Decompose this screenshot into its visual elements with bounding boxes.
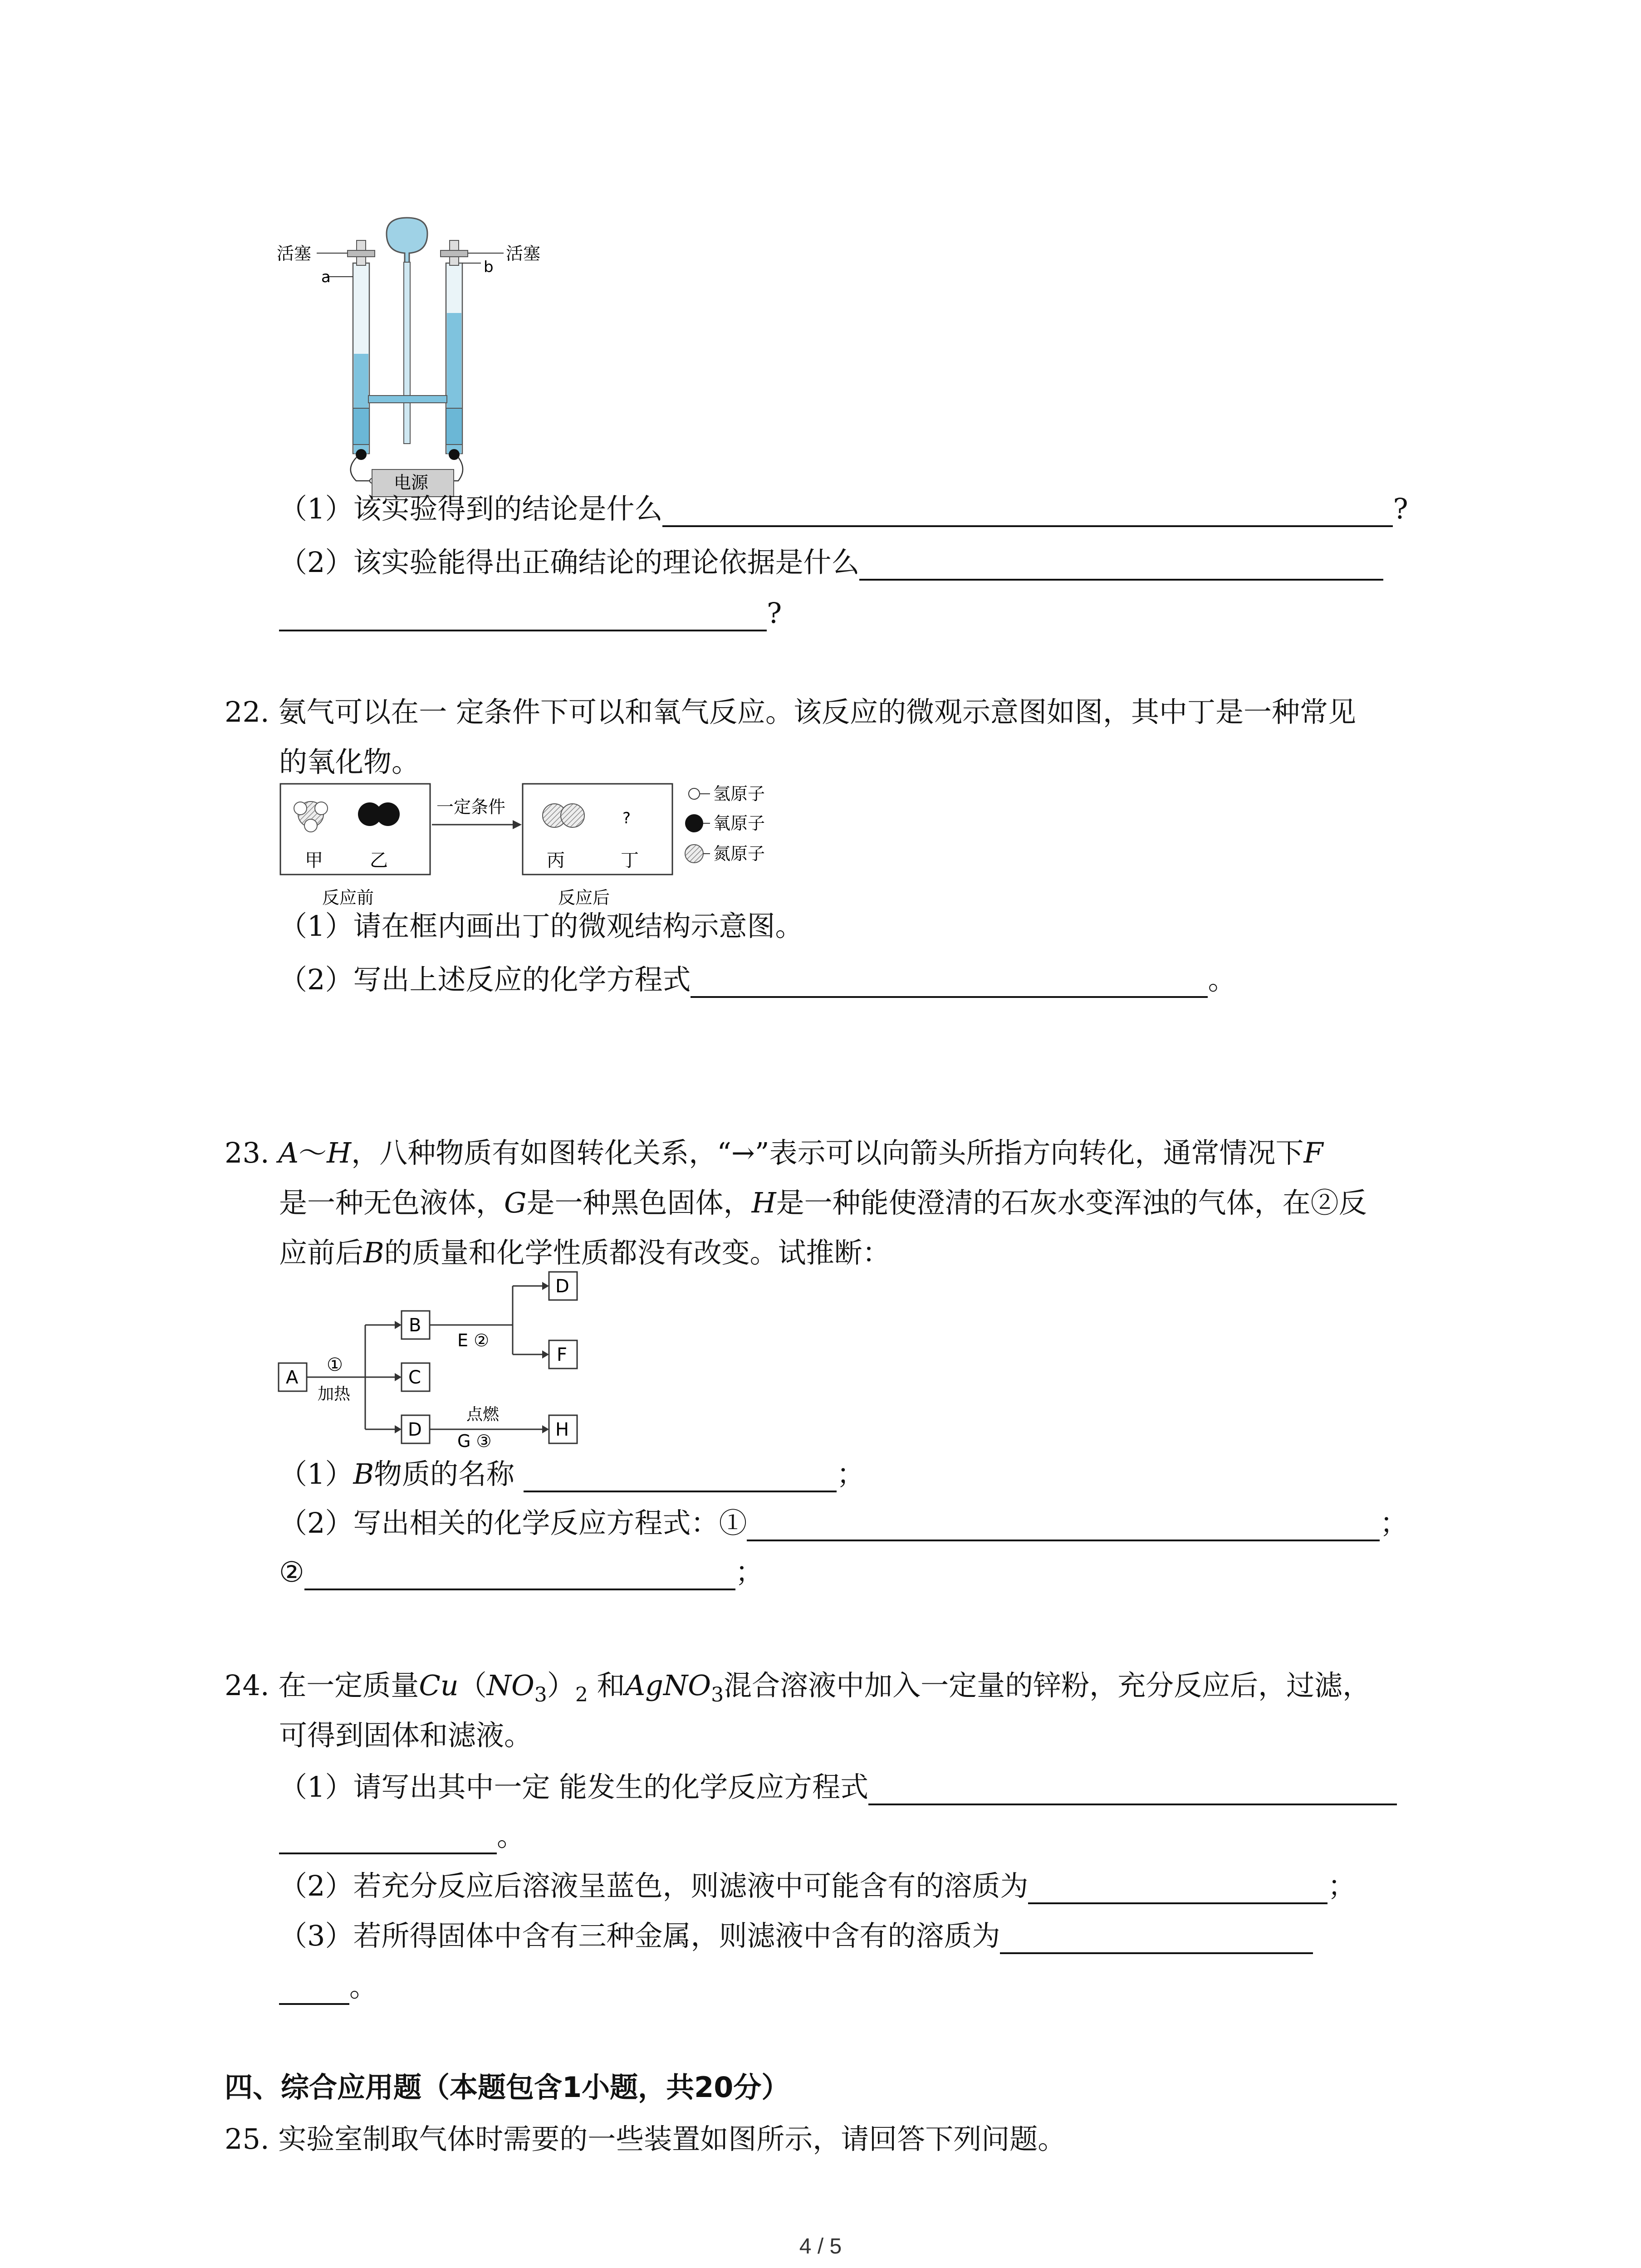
section-4-title: 四、综合应用题（本题包含1小题，共20分）: [225, 2071, 790, 2104]
label-after: 反应后: [558, 888, 610, 908]
q22-part2: （2）写出上述反应的化学方程式 。: [279, 962, 1236, 998]
q22-part1: （1）请在框内画出丁的微观结构示意图。: [279, 909, 803, 943]
q24-part3: （3）若所得固体中含有三种金属，则滤液中含有的溶质为: [279, 1918, 1313, 1954]
q21-part1: （1）该实验得到的结论是什么 ?: [279, 491, 1408, 527]
valve-left-label: 活塞: [277, 244, 312, 264]
q23-part2-cont: ② ；: [279, 1554, 764, 1590]
q21-part2: （2）该实验能得出正确结论的理论依据是什么: [279, 544, 1383, 581]
q23-part2: （2）写出相关的化学反应方程式：① ；: [279, 1505, 1408, 1541]
arrow-label-heat: 加热: [318, 1385, 351, 1403]
node-D-lower: D: [408, 1419, 422, 1440]
legend-nitrogen: 氮原子: [713, 844, 765, 864]
tube-a-label: a: [321, 268, 331, 286]
legend-hydrogen: 氢原子: [713, 784, 765, 804]
q23-part1: （1）B物质的名称 ；: [279, 1456, 865, 1492]
node-A: A: [286, 1367, 299, 1388]
arrow-label-g3: G ③: [457, 1431, 492, 1451]
node-D-upper: D: [555, 1276, 569, 1297]
label-question: ?: [622, 809, 631, 827]
q22-stem-line2: 的氧化物。: [279, 745, 420, 778]
node-F: F: [557, 1344, 568, 1365]
q21-part2-answer-blank-2[interactable]: [279, 602, 767, 631]
q22-reaction-diagram: [272, 776, 839, 912]
node-C: C: [408, 1367, 421, 1388]
electrolysis-apparatus-figure: [268, 209, 563, 499]
q24-stem-line2: 可得到固体和滤液。: [279, 1719, 533, 1752]
q23-part2-answer-blank-1[interactable]: [747, 1512, 1380, 1541]
q24-part1-answer-blank-2[interactable]: [279, 1825, 497, 1854]
q23-stem-line1: 23. A～H，八种物质有如图转化关系，“→”表示可以向箭头所指方向转化，通常情况下F: [225, 1136, 1323, 1169]
node-B: B: [409, 1315, 421, 1336]
arrow-label-e2: E ②: [457, 1330, 490, 1350]
q21-part2-answer-blank-1[interactable]: [859, 552, 1383, 581]
valve-right-label: 活塞: [506, 244, 541, 264]
q24-part2: （2）若充分反应后溶液呈蓝色，则滤液中可能含有的溶质为 ；: [279, 1868, 1356, 1904]
q24-part1-answer-blank-1[interactable]: [868, 1776, 1397, 1805]
q23-part2-answer-blank-2[interactable]: [304, 1561, 735, 1590]
q23-part1-answer-blank[interactable]: [524, 1463, 837, 1492]
q24-part2-answer-blank[interactable]: [1028, 1875, 1327, 1904]
q24-part3-answer-blank-1[interactable]: [1000, 1925, 1313, 1954]
page-number: 4 / 5: [799, 2234, 842, 2258]
label-before: 反应前: [322, 888, 374, 908]
q23-stem-line3: 应前后B的质量和化学性质都没有改变。试推断：: [279, 1236, 891, 1269]
q24-stem-line1: 24. 在一定质量$Cu(NO_3)_2$ 和AgNO$_3$混合溶液中加入一定量的锌粉，充分反应后，过滤，: [225, 1669, 1371, 1706]
q24-part1: （1）请写出其中一定 能发生的化学反应方程式: [279, 1769, 1397, 1805]
q23-conversion-diagram: [272, 1266, 599, 1456]
power-label: 电源: [394, 473, 429, 493]
q21-part2-cont: ?: [279, 595, 782, 631]
q25-stem: 25. 实验室制取气体时需要的一些装置如图所示，请回答下列问题。: [225, 2122, 1066, 2156]
q24-part3-cont: 。: [279, 1969, 377, 2005]
q24-part1-cont: 。: [279, 1818, 525, 1854]
arrow-label-ignite: 点燃: [466, 1405, 500, 1424]
label-condition: 一定条件: [436, 797, 506, 817]
tube-b-label: b: [484, 258, 494, 276]
q24-part3-answer-blank-2[interactable]: [279, 1976, 349, 2005]
q22-stem-line1: 22. 氨气可以在一 定条件下可以和氧气反应。该反应的微观示意图如图，其中丁是一种常见: [225, 695, 1357, 728]
q22-part2-answer-blank[interactable]: [691, 969, 1208, 998]
q21-part1-answer-blank[interactable]: [662, 498, 1393, 527]
node-H: H: [555, 1419, 569, 1440]
q23-stem-line2: 是一种无色液体，G是一种黑色固体，H是一种能使澄清的石灰水变浑浊的气体，在②反: [279, 1186, 1367, 1219]
label-bing: 丙: [547, 850, 565, 871]
label-jia: 甲: [305, 850, 323, 871]
legend-oxygen: 氧原子: [713, 813, 765, 833]
label-ding: 丁: [621, 850, 639, 871]
label-yi: 乙: [370, 850, 388, 871]
arrow-label-1: ①: [327, 1354, 343, 1375]
